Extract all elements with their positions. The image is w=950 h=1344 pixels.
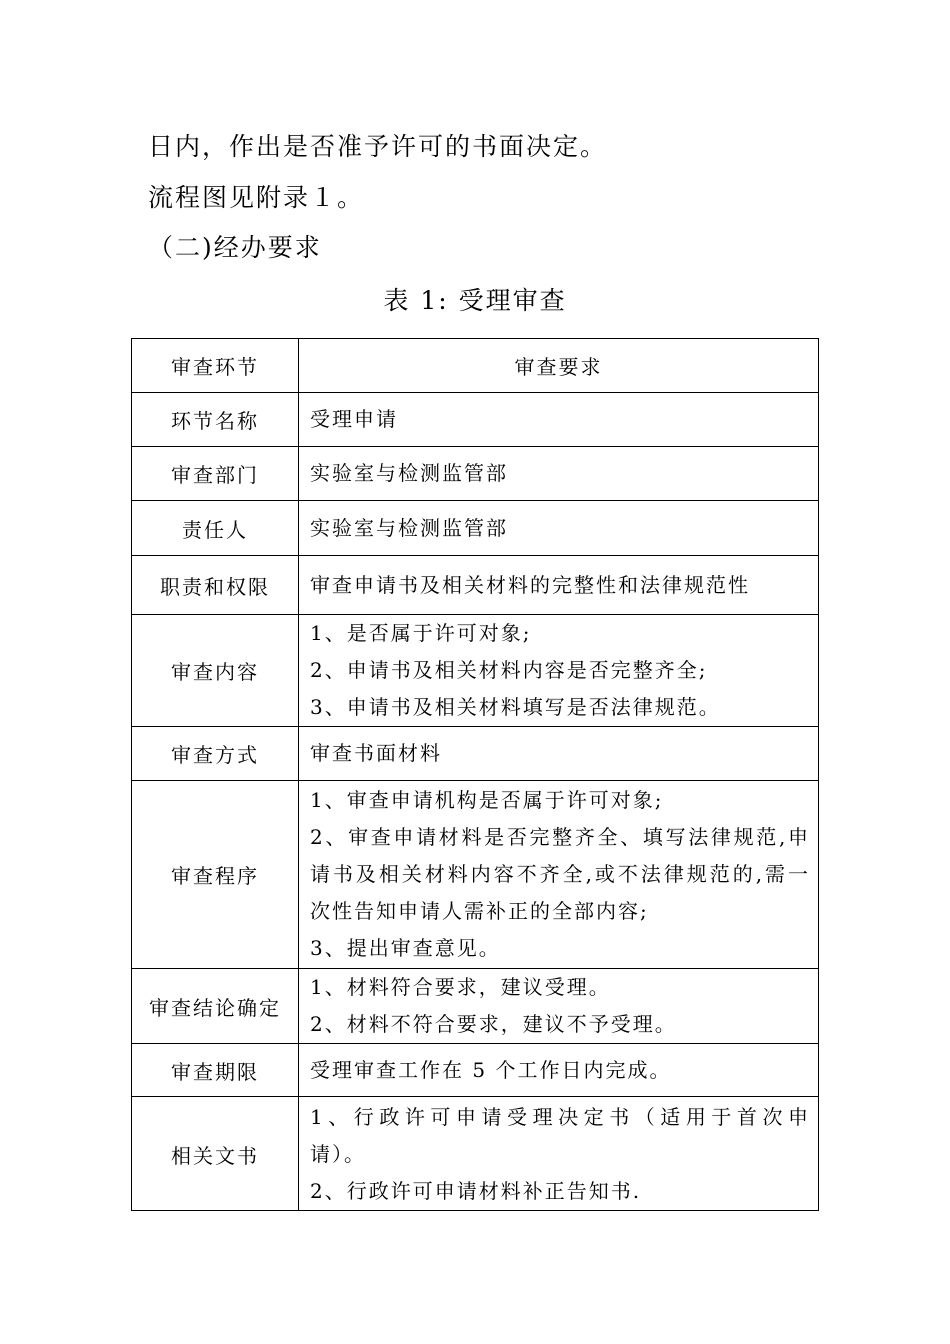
row-label: 审查方式 [132, 727, 299, 781]
header-cell-requirement: 审查要求 [299, 339, 819, 393]
content-line: 受理申请 [310, 407, 398, 431]
row-content [299, 501, 819, 556]
row-label: 相关文书 [132, 1097, 299, 1211]
table-row [132, 615, 819, 727]
table-row [132, 556, 819, 615]
table-row [132, 501, 819, 556]
content-line: 请）。 [310, 1142, 366, 1166]
content-line: 3、提出审查意见。 [310, 936, 501, 960]
table-row [132, 447, 819, 501]
row-content [299, 781, 819, 969]
row-content [299, 969, 819, 1044]
row-content [299, 556, 819, 615]
content-line: 请书及相关材料内容不齐全,或不法律规范的,需一 [310, 862, 810, 886]
row-label: 审查部门 [132, 447, 299, 501]
row-label: 审查程序 [132, 781, 299, 969]
table-row [132, 969, 819, 1044]
row-label: 审查内容 [132, 615, 299, 727]
content-line: 审查申请书及相关材料的完整性和法律规范性 [310, 572, 750, 597]
content-line: 2、材料不符合要求，建议不予受理。 [310, 1012, 677, 1036]
table-row [132, 781, 819, 969]
content-line: 1、行政许可申请受理决定书（适用于首次申 [310, 1105, 810, 1129]
row-content [299, 1097, 819, 1211]
row-label: 环节名称 [132, 393, 299, 447]
section-heading: （二)经办要求 [148, 233, 322, 262]
table-row [132, 393, 819, 447]
content-line: 1、材料符合要求，建议受理。 [310, 975, 611, 999]
row-content [299, 393, 819, 447]
content-line: 次性告知申请人需补正的全部内容; [310, 899, 649, 923]
row-content [299, 727, 819, 781]
row-content [299, 615, 819, 727]
content-line: 实验室与检测监管部 [310, 515, 508, 540]
content-line: 审查书面材料 [310, 741, 442, 765]
content-line: 2、申请书及相关材料内容是否完整齐全; [310, 658, 708, 682]
paragraph-line-2: 流程图见附录１。 [148, 183, 365, 212]
table-header-row [132, 339, 819, 393]
row-label: 审查结论确定 [132, 969, 299, 1044]
content-line: 实验室与检测监管部 [310, 461, 508, 485]
table-row [132, 727, 819, 781]
content-line: 1、审查申请机构是否属于许可对象; [310, 788, 664, 812]
review-table [131, 338, 819, 1211]
row-content [299, 447, 819, 501]
content-line: 2、审查申请材料是否完整齐全、填写法律规范,申 [310, 825, 810, 849]
row-label: 审查期限 [132, 1044, 299, 1097]
table-row [132, 1044, 819, 1097]
content-line: 受理审查工作在 5 个工作日内完成。 [310, 1057, 672, 1082]
content-line: 1、是否属于许可对象; [310, 621, 532, 645]
row-content [299, 1044, 819, 1097]
table-row [132, 1097, 819, 1211]
header-cell-stage: 审查环节 [132, 339, 299, 393]
paragraph-line-1: 日内，作出是否准予许可的书面决定。 [148, 132, 608, 161]
row-label: 责任人 [132, 501, 299, 556]
row-label: 职责和权限 [132, 556, 299, 615]
content-line: 3、申请书及相关材料填写是否法律规范。 [310, 695, 721, 719]
table-caption: 表 1: 受理审查 [383, 286, 567, 315]
content-line: 2、行政许可申请材料补正告知书. [310, 1179, 642, 1203]
